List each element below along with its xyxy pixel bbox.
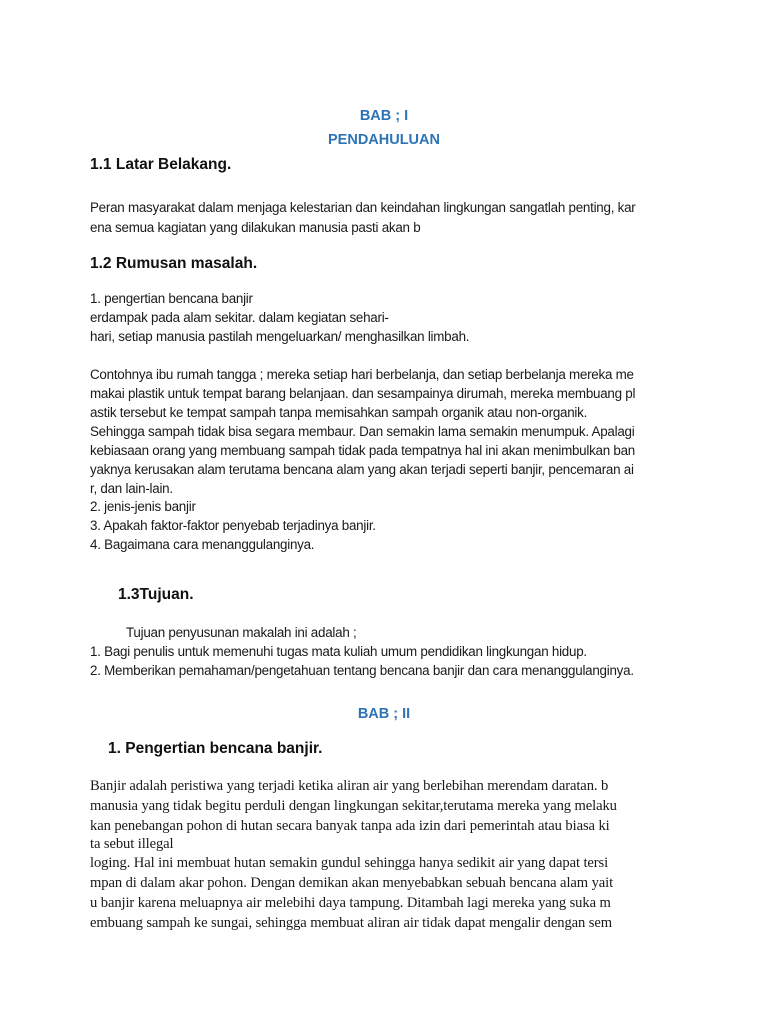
paragraph-line: kan penebangan pohon di hutan secara banyak tanpa ada izin dari pemerintah atau biasa ki bbox=[90, 818, 610, 834]
paragraph-line: ta sebut illegal bbox=[90, 836, 174, 852]
paragraph-line: Tujuan penyusunan makalah ini adalah ; bbox=[126, 625, 357, 640]
paragraph-line: 1. pengertian bencana banjir bbox=[90, 291, 253, 306]
paragraph-line: hari, setiap manusia pastilah mengeluarkan/ menghasilkan limbah. bbox=[90, 329, 470, 344]
paragraph-line: astik tersebut ke tempat sampah tanpa memisahkan sampah organik atau non-organik. bbox=[90, 405, 588, 420]
paragraph-line: mpan di dalam akar pohon. Dengan demikan akan menyebabkan sebuah bencana alam yait bbox=[90, 875, 614, 891]
paragraph-line: Banjir adalah peristiwa yang terjadi ketika aliran air yang berlebihan merendam daratan. b bbox=[90, 778, 609, 794]
chapter-title: BAB ; I bbox=[359, 108, 409, 124]
section-heading-tujuan: 1.3Tujuan. bbox=[118, 586, 194, 603]
paragraph-line: erdampak pada alam sekitar. dalam kegiatan sehari- bbox=[90, 310, 389, 325]
paragraph-line: loging. Hal ini membuat hutan semakin gundul sehingga hanya sedikit air yang dapat tersi bbox=[90, 855, 609, 871]
paragraph-line: ena semua kagiatan yang dilakukan manusia pasti akan b bbox=[90, 220, 421, 235]
list-item: 1. Bagi penulis untuk memenuhi tugas mata kuliah umum pendidikan lingkungan hidup. bbox=[90, 644, 587, 659]
chapter-subtitle: PENDAHULUAN bbox=[328, 132, 440, 148]
list-item: 3. Apakah faktor-faktor penyebab terjadinya banjir. bbox=[90, 518, 376, 533]
paragraph-line: Sehingga sampah tidak bisa segara membaur. Dan semakin lama semakin menumpuk. Apalagi bbox=[90, 424, 635, 439]
paragraph-line: embuang sampah ke sungai, sehingga membuat aliran air tidak dapat mengalir dengan sem bbox=[90, 915, 612, 931]
section-heading-rumusan-masalah: 1.2 Rumusan masalah. bbox=[90, 255, 258, 272]
paragraph-line: makai plastik untuk tempat barang belanjaan. dan sesampainya dirumah, mereka membuang pl bbox=[90, 386, 636, 401]
paragraph-line: Peran masyarakat dalam menjaga kelestarian dan keindahan lingkungan sangatlah penting, kar bbox=[90, 200, 636, 215]
list-item: 2. Memberikan pemahaman/pengetahuan tentang bencana banjir dan cara menanggulanginya. bbox=[90, 663, 634, 678]
paragraph-line: yaknya kerusakan alam terutama bencana alam yang akan terjadi seperti banjir, pencemaran ai bbox=[90, 462, 634, 477]
list-item: 4. Bagaimana cara menanggulanginya. bbox=[90, 537, 315, 552]
section-heading-latar-belakang: 1.1 Latar Belakang. bbox=[90, 156, 232, 173]
chapter-title-2: BAB ; II bbox=[357, 706, 411, 722]
paragraph-line: kebiasaan orang yang membuang sampah tidak pada tempatnya hal ini akan menimbulkan ban bbox=[90, 443, 635, 458]
paragraph-line: Contohnya ibu rumah tangga ; mereka setiap hari berbelanja, dan setiap berbelanja mereka me bbox=[90, 367, 634, 382]
list-item: 2. jenis-jenis banjir bbox=[90, 499, 196, 514]
paragraph-line: manusia yang tidak begitu perduli dengan lingkungan sekitar,terutama mereka yang melaku bbox=[90, 798, 617, 814]
paragraph-line: r, dan lain-lain. bbox=[90, 481, 173, 496]
section-heading-pengertian: 1. Pengertian bencana banjir. bbox=[108, 740, 323, 757]
paragraph-line: u banjir karena meluapnya air melebihi daya tampung. Ditambah lagi mereka yang suka m bbox=[90, 895, 611, 911]
